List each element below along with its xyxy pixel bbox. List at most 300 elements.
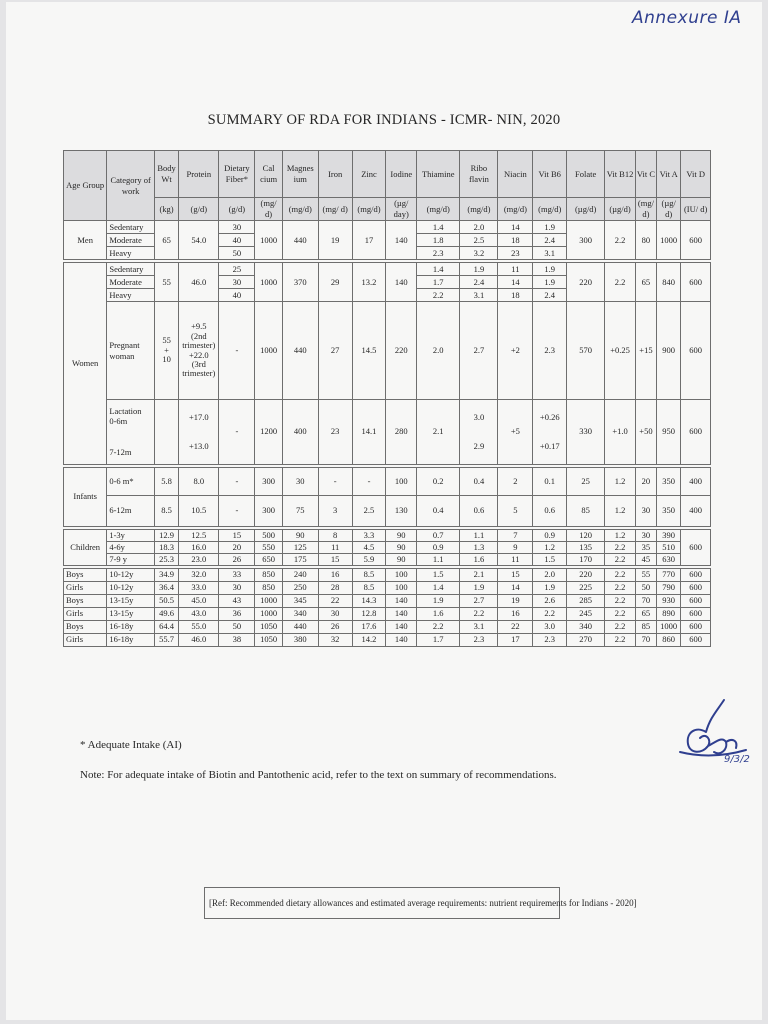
category-cell: 6-12m bbox=[107, 496, 155, 528]
cell: 27 bbox=[318, 302, 352, 400]
cell: 32.0 bbox=[179, 567, 219, 582]
cell: 890 bbox=[657, 607, 681, 620]
footnote-adequate-intake: * Adequate Intake (AI) bbox=[80, 739, 182, 751]
cell: 1.2 bbox=[533, 541, 567, 553]
cell: 140 bbox=[386, 607, 417, 620]
cell: 850 bbox=[255, 581, 282, 594]
cell: 5 bbox=[498, 496, 533, 528]
header-vit-b6: Vit B6 bbox=[533, 151, 567, 198]
cell: 3.3 bbox=[352, 528, 386, 542]
table-row bbox=[64, 594, 711, 607]
line: (3rd bbox=[191, 358, 206, 369]
cell: 1000 bbox=[657, 221, 681, 262]
cell: 16 bbox=[318, 567, 352, 582]
cell: 1.3 bbox=[460, 541, 498, 553]
cell: 240 bbox=[282, 567, 318, 582]
group-boys: Boys bbox=[64, 594, 107, 607]
header-magnesium: Magnes ium bbox=[282, 151, 318, 198]
cell: 2.2 bbox=[605, 607, 636, 620]
unit-riboflavin: (mg/d) bbox=[460, 198, 498, 221]
cell: 11 bbox=[498, 261, 533, 276]
cell: 570 bbox=[567, 302, 605, 400]
cell: 900 bbox=[657, 302, 681, 400]
cell: 1.2 bbox=[605, 496, 636, 528]
cell: 2.1 bbox=[417, 400, 460, 466]
cell: 8.5 bbox=[154, 496, 178, 528]
table-row bbox=[64, 400, 711, 466]
cell: 510 bbox=[657, 541, 681, 553]
cell: 225 bbox=[567, 581, 605, 594]
cell: 90 bbox=[386, 553, 417, 567]
cell: 50.5 bbox=[154, 594, 178, 607]
unit-fiber: (g/d) bbox=[219, 198, 255, 221]
cell: 50 bbox=[635, 581, 656, 594]
cell: 600 bbox=[681, 633, 711, 646]
cell: 38 bbox=[219, 633, 255, 646]
cell: 55.0 bbox=[179, 620, 219, 633]
line: 3.0 bbox=[473, 412, 485, 423]
group-boys: Boys bbox=[64, 567, 107, 582]
header-row bbox=[64, 151, 711, 198]
cell: 600 bbox=[681, 581, 711, 594]
cell: 26 bbox=[318, 620, 352, 633]
cell: 75 bbox=[282, 496, 318, 528]
cell: 330 bbox=[567, 400, 605, 466]
cell: 33.0 bbox=[179, 581, 219, 594]
cell: 1000 bbox=[255, 607, 282, 620]
header-body-wt: Body Wt bbox=[154, 151, 178, 198]
cell: 12.8 bbox=[352, 607, 386, 620]
cell: 930 bbox=[657, 594, 681, 607]
cell: 2.7 bbox=[460, 594, 498, 607]
cell: 285 bbox=[567, 594, 605, 607]
header-category: Category of work bbox=[107, 151, 155, 221]
cell: +50 bbox=[635, 400, 656, 466]
cell: 840 bbox=[657, 261, 681, 302]
cell: 1000 bbox=[255, 261, 282, 302]
cell: 175 bbox=[282, 553, 318, 567]
header-zinc: Zinc bbox=[352, 151, 386, 198]
cell: 18 bbox=[498, 234, 533, 247]
table-row bbox=[64, 221, 711, 234]
cell: 550 bbox=[255, 541, 282, 553]
cell: 0.4 bbox=[417, 496, 460, 528]
cell: 380 bbox=[282, 633, 318, 646]
cell: 125 bbox=[282, 541, 318, 553]
cell: 600 bbox=[681, 620, 711, 633]
header-vit-d: Vit D bbox=[681, 151, 711, 198]
unit-vit-b6: (mg/d) bbox=[533, 198, 567, 221]
cell: 20 bbox=[219, 541, 255, 553]
cell: 1.1 bbox=[417, 553, 460, 567]
cell: 2.3 bbox=[533, 302, 567, 400]
cell: 26 bbox=[219, 553, 255, 567]
cell: 1200 bbox=[255, 400, 282, 466]
signature-icon bbox=[666, 692, 754, 788]
line: (2nd bbox=[191, 330, 207, 341]
cell: 3.1 bbox=[460, 620, 498, 633]
cell: 100 bbox=[386, 567, 417, 582]
cell: +1.0 bbox=[605, 400, 636, 466]
cell: 50 bbox=[219, 247, 255, 262]
cell: +2 bbox=[498, 302, 533, 400]
cell: 43 bbox=[219, 594, 255, 607]
line: +0.26 bbox=[539, 412, 560, 423]
cell: 85 bbox=[635, 620, 656, 633]
cell: 16.0 bbox=[179, 541, 219, 553]
cell: 45 bbox=[635, 553, 656, 567]
cell: 65 bbox=[154, 221, 178, 262]
cell: 15 bbox=[498, 567, 533, 582]
cell: 390 bbox=[657, 528, 681, 542]
cell: 29 bbox=[318, 261, 352, 302]
cell: 400 bbox=[681, 466, 711, 496]
cell: 4.5 bbox=[352, 541, 386, 553]
cell: 2.2 bbox=[605, 633, 636, 646]
cell: 140 bbox=[386, 594, 417, 607]
cell: 600 bbox=[681, 302, 711, 400]
cell: 3.2 bbox=[460, 247, 498, 262]
table-row bbox=[64, 633, 711, 646]
cell: 600 bbox=[681, 261, 711, 302]
cell: 13.2 bbox=[352, 261, 386, 302]
cell: 32 bbox=[318, 633, 352, 646]
cell: 400 bbox=[681, 496, 711, 528]
cell: 22 bbox=[318, 594, 352, 607]
cell: 2.2 bbox=[605, 553, 636, 567]
unit-zinc: (mg/d) bbox=[352, 198, 386, 221]
cell: 270 bbox=[567, 633, 605, 646]
cell: 345 bbox=[282, 594, 318, 607]
cell: 30 bbox=[219, 581, 255, 594]
cell: 40 bbox=[219, 234, 255, 247]
cell: 5.9 bbox=[352, 553, 386, 567]
cell: 90 bbox=[386, 528, 417, 542]
table-row bbox=[64, 607, 711, 620]
cell: 8.5 bbox=[352, 581, 386, 594]
cell: 1.6 bbox=[460, 553, 498, 567]
cell: - bbox=[318, 466, 352, 496]
line: +22.0 bbox=[188, 349, 209, 360]
cell: 1.9 bbox=[533, 261, 567, 276]
cell: 45.0 bbox=[179, 594, 219, 607]
cell: 3 bbox=[318, 496, 352, 528]
cell: 2.2 bbox=[417, 289, 460, 302]
group-boys: Boys bbox=[64, 620, 107, 633]
cell: 245 bbox=[567, 607, 605, 620]
cell: 1.5 bbox=[533, 553, 567, 567]
cell: 140 bbox=[386, 633, 417, 646]
table-row bbox=[64, 620, 711, 633]
table-row bbox=[64, 567, 711, 582]
header-vit-b12: Vit B12 bbox=[605, 151, 636, 198]
cell: 1.2 bbox=[605, 528, 636, 542]
cell: 770 bbox=[657, 567, 681, 582]
cell: 440 bbox=[282, 221, 318, 262]
cell: 850 bbox=[255, 567, 282, 582]
cell: 370 bbox=[282, 261, 318, 302]
unit-folate: (µg/d) bbox=[567, 198, 605, 221]
category-cell: 4-6y bbox=[107, 541, 155, 553]
cell: 1050 bbox=[255, 620, 282, 633]
units-row bbox=[64, 198, 711, 221]
header-calcium: Cal cium bbox=[255, 151, 282, 198]
category-cell: Heavy bbox=[107, 247, 155, 262]
cell: 15 bbox=[219, 528, 255, 542]
cell: 400 bbox=[282, 400, 318, 466]
cell: 1.9 bbox=[533, 276, 567, 289]
cell: +0.25 bbox=[605, 302, 636, 400]
cell: 1.9 bbox=[460, 581, 498, 594]
cell: 11 bbox=[318, 541, 352, 553]
cell: - bbox=[219, 302, 255, 400]
cell: 2.2 bbox=[533, 607, 567, 620]
cell: 600 bbox=[681, 567, 711, 582]
cell: 790 bbox=[657, 581, 681, 594]
cell bbox=[179, 302, 219, 400]
cell: 2.3 bbox=[460, 633, 498, 646]
unit-protein: (g/d) bbox=[179, 198, 219, 221]
header-thiamine: Thiamine bbox=[417, 151, 460, 198]
cell: 14.5 bbox=[352, 302, 386, 400]
cell: 2.3 bbox=[533, 633, 567, 646]
cell: 3.0 bbox=[533, 620, 567, 633]
cell: 1000 bbox=[255, 302, 282, 400]
cell: 2.4 bbox=[533, 289, 567, 302]
cell: 2.2 bbox=[605, 567, 636, 582]
cell: 70 bbox=[635, 594, 656, 607]
cell: 135 bbox=[567, 541, 605, 553]
category-cell: 10-12y bbox=[107, 581, 155, 594]
category-cell: 7-9 y bbox=[107, 553, 155, 567]
header-iodine: Iodine bbox=[386, 151, 417, 198]
cell: 14.2 bbox=[352, 633, 386, 646]
cell: 3.1 bbox=[460, 289, 498, 302]
cell: 1.4 bbox=[417, 581, 460, 594]
category-cell: 13-15y bbox=[107, 607, 155, 620]
line: Lactation bbox=[109, 405, 142, 416]
cell: 2.4 bbox=[460, 276, 498, 289]
cell: 1.2 bbox=[605, 466, 636, 496]
table-row bbox=[64, 496, 711, 528]
category-cell: 13-15y bbox=[107, 594, 155, 607]
cell: 300 bbox=[567, 221, 605, 262]
cell: 2.0 bbox=[533, 567, 567, 582]
cell: 600 bbox=[681, 594, 711, 607]
cell: 54.0 bbox=[179, 221, 219, 262]
cell: +5 bbox=[498, 400, 533, 466]
cell: 23.0 bbox=[179, 553, 219, 567]
line: 10 bbox=[162, 354, 171, 365]
cell: 2.2 bbox=[605, 221, 636, 262]
cell: 1.9 bbox=[417, 594, 460, 607]
cell: 16 bbox=[498, 607, 533, 620]
cell: 18.3 bbox=[154, 541, 178, 553]
cell: 1000 bbox=[255, 594, 282, 607]
unit-niacin: (mg/d) bbox=[498, 198, 533, 221]
category-cell: Sedentary bbox=[107, 221, 155, 234]
unit-vit-b12: (µg/d) bbox=[605, 198, 636, 221]
cell: 18 bbox=[498, 289, 533, 302]
line: 7-12m bbox=[109, 447, 132, 458]
cell: 23 bbox=[318, 400, 352, 466]
cell: 43.0 bbox=[179, 607, 219, 620]
document-title: SUMMARY OF RDA FOR INDIANS - ICMR- NIN, 2020 bbox=[207, 112, 561, 128]
cell: 49.6 bbox=[154, 607, 178, 620]
line: +9.5 bbox=[191, 321, 207, 332]
group-children: Children bbox=[64, 528, 107, 567]
cell: 17.6 bbox=[352, 620, 386, 633]
cell: 2 bbox=[498, 466, 533, 496]
category-cell: 16-18y bbox=[107, 633, 155, 646]
group-girls: Girls bbox=[64, 607, 107, 620]
table-row bbox=[64, 528, 711, 542]
cell: 11 bbox=[498, 553, 533, 567]
cell: 2.0 bbox=[417, 302, 460, 400]
cell: 300 bbox=[255, 496, 282, 528]
cell: 2.0 bbox=[460, 221, 498, 234]
cell: 46.0 bbox=[179, 261, 219, 302]
cell: 55.7 bbox=[154, 633, 178, 646]
cell: 250 bbox=[282, 581, 318, 594]
cell: 14 bbox=[498, 276, 533, 289]
line: 0-6m bbox=[109, 416, 128, 427]
cell: 500 bbox=[255, 528, 282, 542]
cell: 0.4 bbox=[460, 466, 498, 496]
cell: 2.7 bbox=[460, 302, 498, 400]
cell: 2.2 bbox=[605, 581, 636, 594]
category-cell: 16-18y bbox=[107, 620, 155, 633]
group-men: Men bbox=[64, 221, 107, 262]
unit-vit-d: (IU/ d) bbox=[681, 198, 711, 221]
cell: 600 bbox=[681, 400, 711, 466]
cell: 14.3 bbox=[352, 594, 386, 607]
cell: 100 bbox=[386, 581, 417, 594]
cell: +15 bbox=[635, 302, 656, 400]
cell: 100 bbox=[386, 466, 417, 496]
cell: 2.5 bbox=[460, 234, 498, 247]
cell: 30 bbox=[635, 496, 656, 528]
cell: 0.6 bbox=[533, 496, 567, 528]
cell: 2.6 bbox=[533, 594, 567, 607]
cell: 1.8 bbox=[417, 234, 460, 247]
cell: 2.2 bbox=[605, 594, 636, 607]
unit-iodine: (µg/ day) bbox=[386, 198, 417, 221]
cell: 170 bbox=[567, 553, 605, 567]
cell: 17 bbox=[352, 221, 386, 262]
cell: 600 bbox=[681, 221, 711, 262]
cell: 120 bbox=[567, 528, 605, 542]
cell: 14.1 bbox=[352, 400, 386, 466]
cell: 340 bbox=[282, 607, 318, 620]
cell: 17 bbox=[498, 633, 533, 646]
cell: - bbox=[352, 466, 386, 496]
cell: 33 bbox=[219, 567, 255, 582]
cell: 0.7 bbox=[417, 528, 460, 542]
cell: 7 bbox=[498, 528, 533, 542]
footnote-note: Note: For adequate intake of Biotin and Pantothenic acid, refer to the text on summary of recommendations. bbox=[80, 769, 557, 781]
cell: 1.7 bbox=[417, 633, 460, 646]
cell: 2.2 bbox=[605, 620, 636, 633]
table-row bbox=[64, 581, 711, 594]
cell: 15 bbox=[318, 553, 352, 567]
unit-body-wt: (kg) bbox=[154, 198, 178, 221]
line: +0.17 bbox=[539, 440, 560, 451]
cell: 10.5 bbox=[179, 496, 219, 528]
cell: 70 bbox=[635, 633, 656, 646]
cell bbox=[460, 400, 498, 466]
line: trimester) bbox=[182, 340, 216, 351]
cell: 1.9 bbox=[533, 581, 567, 594]
cell: 2.2 bbox=[605, 261, 636, 302]
cell: 0.9 bbox=[417, 541, 460, 553]
cell: 14 bbox=[498, 221, 533, 234]
cell: 220 bbox=[386, 302, 417, 400]
reference-box: [Ref: Recommended dietary allowances and estimated average requirements: nutrient requirements for Indians - 2020] bbox=[204, 887, 560, 919]
cell: 2.1 bbox=[460, 567, 498, 582]
cell: 1.9 bbox=[533, 221, 567, 234]
cell: 440 bbox=[282, 620, 318, 633]
header-protein: Protein bbox=[179, 151, 219, 198]
table-row bbox=[64, 541, 711, 553]
cell: 1.5 bbox=[417, 567, 460, 582]
cell: 2.2 bbox=[605, 541, 636, 553]
header-fiber: Dietary Fiber* bbox=[219, 151, 255, 198]
annexure-label: Annexure IA bbox=[632, 8, 742, 28]
cell: 19 bbox=[498, 594, 533, 607]
cell: 30 bbox=[318, 607, 352, 620]
cell: 46.0 bbox=[179, 633, 219, 646]
cell: 8 bbox=[318, 528, 352, 542]
header-riboflavin: Ribo flavin bbox=[460, 151, 498, 198]
cell: 350 bbox=[657, 466, 681, 496]
table-row bbox=[64, 261, 711, 276]
cell: 600 bbox=[681, 607, 711, 620]
group-infants: Infants bbox=[64, 466, 107, 528]
cell: 1.9 bbox=[460, 261, 498, 276]
cell: 90 bbox=[282, 528, 318, 542]
cell bbox=[154, 400, 178, 466]
cell: 280 bbox=[386, 400, 417, 466]
cell: 20 bbox=[635, 466, 656, 496]
cell: 30 bbox=[635, 528, 656, 542]
category-cell: Pregnant woman bbox=[107, 302, 155, 400]
group-girls: Girls bbox=[64, 633, 107, 646]
unit-thiamine: (mg/d) bbox=[417, 198, 460, 221]
cell: 1.6 bbox=[417, 607, 460, 620]
cell: 40 bbox=[219, 289, 255, 302]
rda-table bbox=[63, 150, 711, 647]
table-row bbox=[64, 466, 711, 496]
cell: - bbox=[219, 496, 255, 528]
cell: 2.3 bbox=[417, 247, 460, 262]
cell: 25 bbox=[219, 261, 255, 276]
cell: 2.5 bbox=[352, 496, 386, 528]
cell: 12.9 bbox=[154, 528, 178, 542]
group-women: Women bbox=[64, 261, 107, 466]
cell: 5.8 bbox=[154, 466, 178, 496]
cell: 350 bbox=[657, 496, 681, 528]
unit-calcium: (mg/ d) bbox=[255, 198, 282, 221]
line: trimester) bbox=[182, 368, 216, 379]
cell: 220 bbox=[567, 567, 605, 582]
category-cell: 10-12y bbox=[107, 567, 155, 582]
cell: 30 bbox=[282, 466, 318, 496]
cell: 30 bbox=[219, 276, 255, 289]
cell: 25.3 bbox=[154, 553, 178, 567]
cell: 3.1 bbox=[533, 247, 567, 262]
group-girls: Girls bbox=[64, 581, 107, 594]
